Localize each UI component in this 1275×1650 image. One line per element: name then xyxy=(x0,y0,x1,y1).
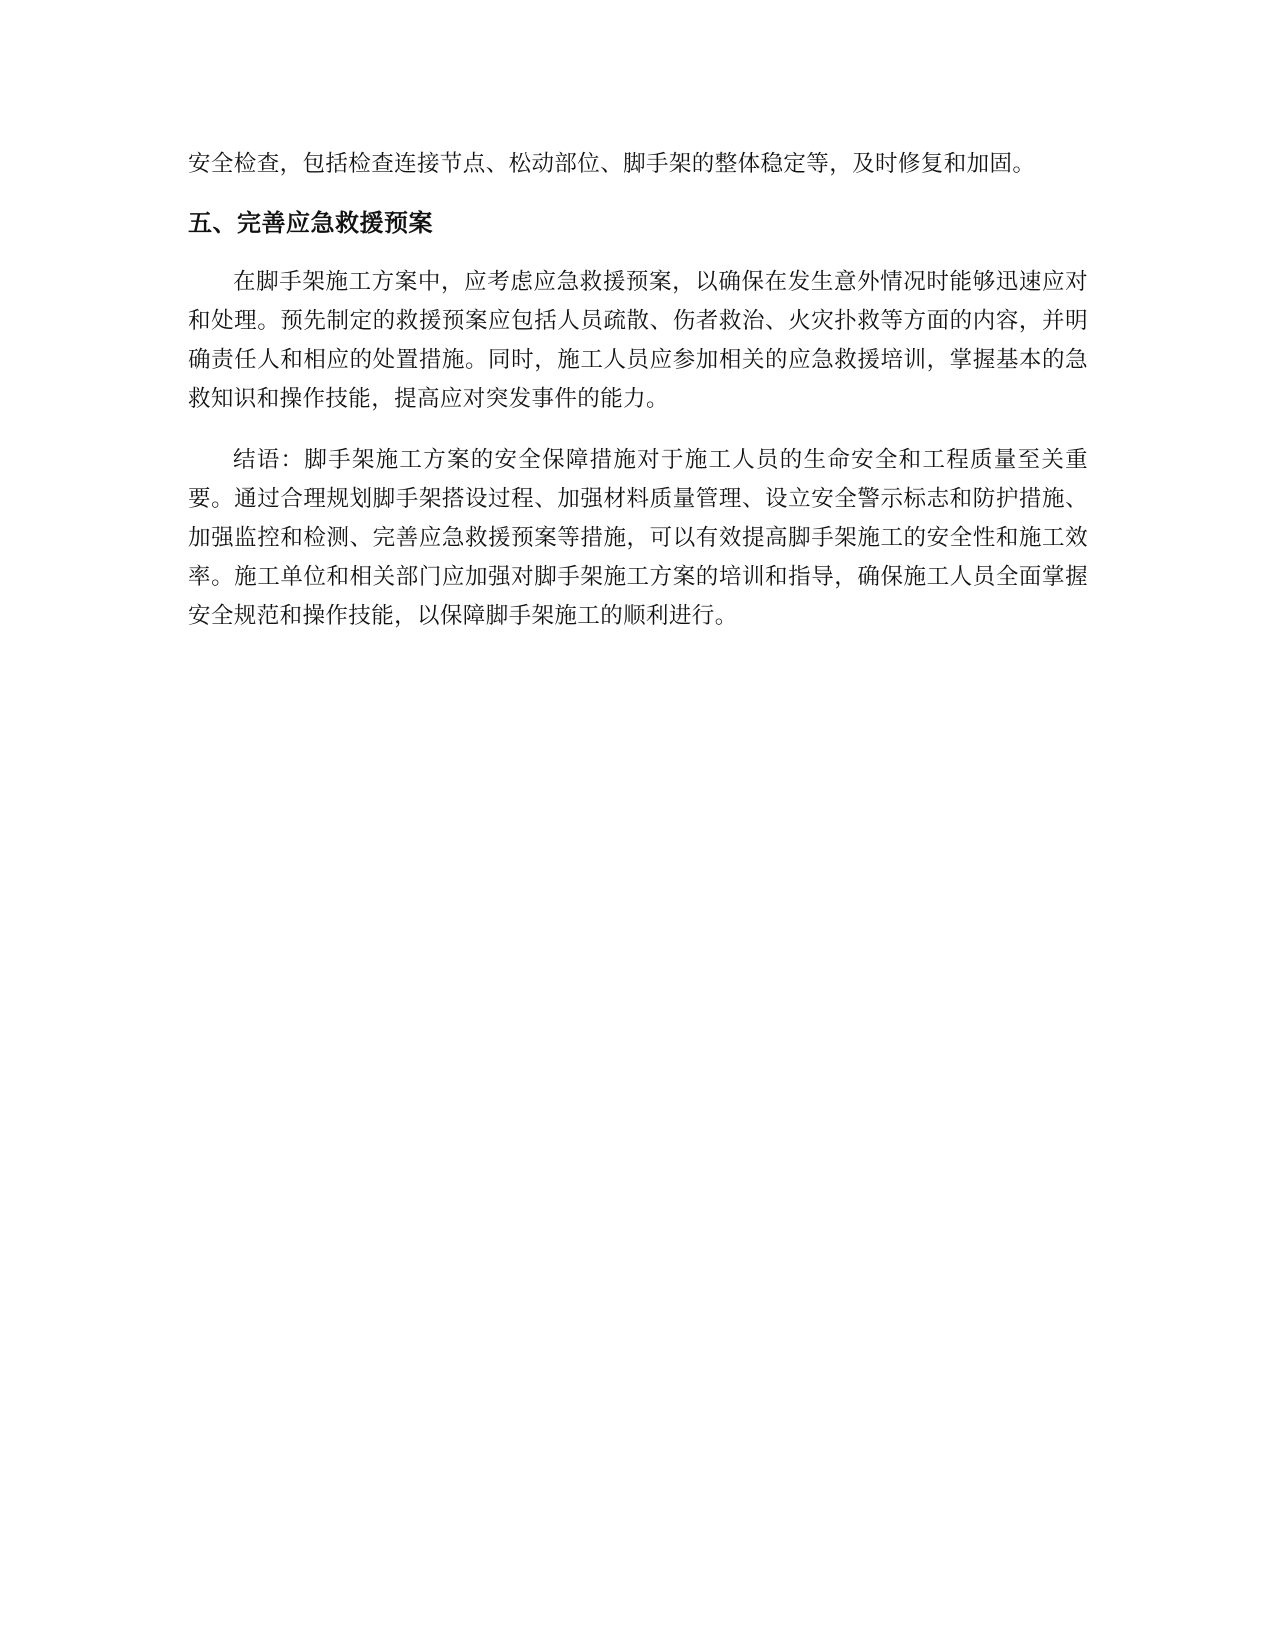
section-heading: 五、完善应急救援预案 xyxy=(188,209,433,237)
document-body xyxy=(188,145,1088,636)
conclusion-paragraph: 结语：脚手架施工方案的安全保障措施对于施工人员的生命安全和工程质量至关重要。通过合理规划脚手架搭设过程、加强材料质量管理、设立安全警示标志和防护措施、加强监控和检测、完善应急救援预案等措施，可以有效提高脚手架施工的安全性和施工效率。施工单位和相关部门应加强对脚手架施工方案的培训和指导，确保施工人员全面掌握安全规范和操作技能，以保障脚手架施工的顺利进行。 xyxy=(188,447,1088,629)
section-paragraph: 在脚手架施工方案中，应考虑应急救援预案，以确保在发生意外情况时能够迅速应对和处理。预先制定的救援预案应包括人员疏散、伤者救治、火灾扑救等方面的内容，并明确责任人和相应的处置措施。同时，施工人员应参加相关的应急救援培训，掌握基本的急救知识和操作技能，提高应对突发事件的能力。 xyxy=(188,269,1088,412)
continued-paragraph: 安全检查，包括检查连接节点、松动部位、脚手架的整体稳定等，及时修复和加固。 xyxy=(188,151,1036,177)
